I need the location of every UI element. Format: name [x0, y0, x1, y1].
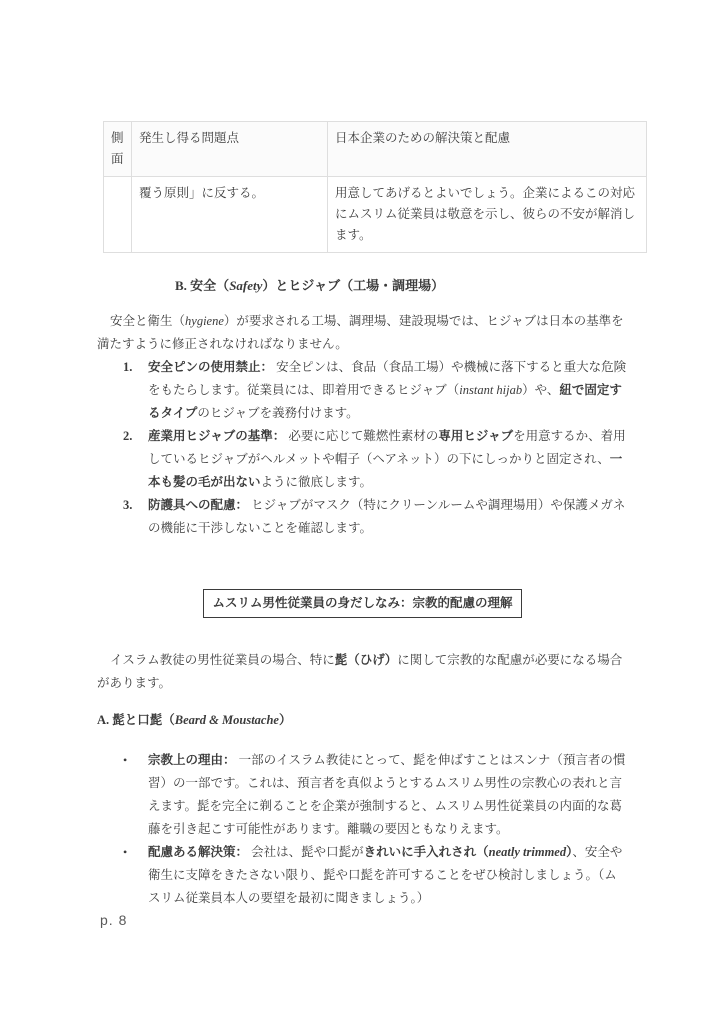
boxed-heading-wrapper — [97, 589, 628, 618]
bullet-marker: • — [123, 753, 128, 767]
list-item-1 — [97, 356, 628, 425]
table-header-side: 側面 — [104, 122, 132, 177]
bullet-item-2 — [97, 841, 628, 910]
list-item-text: 安全ピンの使用禁止： 安全ピンは、食品（食品工場）や機械に落下すると重大な危険をもたらします。従業員には、即着用できるヒジャブ（instant hijab）や、紐で固定するタイプのヒジャブを義務付けます。 — [148, 360, 627, 420]
bullet-item-text: 宗教上の理由： 一部のイスラム教徒にとって、髭を伸ばすことはスンナ（預言者の慣習）の一部です。これは、預言者を真似ようとするムスリム男性の宗教心の表れと言えます。髭を完全に剃ることを企業が強制すると、ムスリム男性従業員の内面的な葛藤を引き起こす可能性があります。離職の要因ともなりえます。 — [148, 753, 626, 836]
table-cell-solution: 用意してあげるとよいでしょう。企業によるこの対応にムスリム従業員は敬意を示し、彼らの不安が解消します。 — [328, 177, 647, 253]
bullet-item-text: 配慮ある解決策： 会社は、髭や口髭がきれいに手入れされ（neatly trimmed）、安全や衛生に支障をきたさない限り、髭や口髭を許可することをぜひ検討しましょう。（ムスリム従業員本人の要望を最初に聞きましょう。） — [148, 845, 623, 905]
table-cell-issue: 覆う原則」に反する。 — [132, 177, 328, 253]
section-a-heading: A. 髭と口髭（Beard & Moustache） — [97, 713, 292, 727]
section-b-intro-paragraph: 安全と衛生（hygiene）が要求される工場、調理場、建設現場では、ヒジャブは日本の基準を満たすように修正されなければなりません。 — [97, 314, 624, 351]
boxed-section-heading: ムスリム男性従業員の身だしなみ：宗教的配慮の理解 — [203, 589, 521, 618]
document-content — [97, 121, 636, 910]
list-number: 2. — [123, 429, 133, 443]
list-item-text: 防護具への配慮： ヒジャブがマスク（特にクリーンルームや調理場用）や保護メガネの機能に干渉しないことを確認します。 — [148, 498, 626, 535]
table-row — [104, 177, 647, 253]
table-cell-side — [104, 177, 132, 253]
table-header-row — [104, 122, 647, 177]
section-a-bullet-list — [97, 749, 628, 910]
list-item-2 — [97, 425, 628, 494]
male-grooming-intro-paragraph: イスラム教徒の男性従業員の場合、特に髭（ひげ）に関して宗教的な配慮が必要になる場合があります。 — [97, 653, 623, 690]
section-b-heading: B. 安全（Safety）とヒジャブ（工場・調理場） — [175, 278, 445, 293]
page-number: p. 8 — [100, 912, 128, 928]
issues-solutions-table — [103, 121, 647, 253]
list-number: 1. — [123, 360, 133, 374]
list-item-text: 産業用ヒジャブの基準： 必要に応じて難燃性素材の専用ヒジャブを用意するか、着用しているヒジャブがヘルメットや帽子（ヘアネット）の下にしっかりと固定され、一本も髪の毛が出ないように徹底します。 — [148, 429, 626, 489]
list-number: 3. — [123, 498, 133, 512]
table-header-issue: 発生し得る問題点 — [132, 122, 328, 177]
section-b-numbered-list — [97, 356, 628, 540]
table-header-solution: 日本企業のための解決策と配慮 — [328, 122, 647, 177]
list-item-3 — [97, 494, 628, 540]
bullet-marker: • — [123, 845, 128, 859]
bullet-item-1 — [97, 749, 628, 841]
